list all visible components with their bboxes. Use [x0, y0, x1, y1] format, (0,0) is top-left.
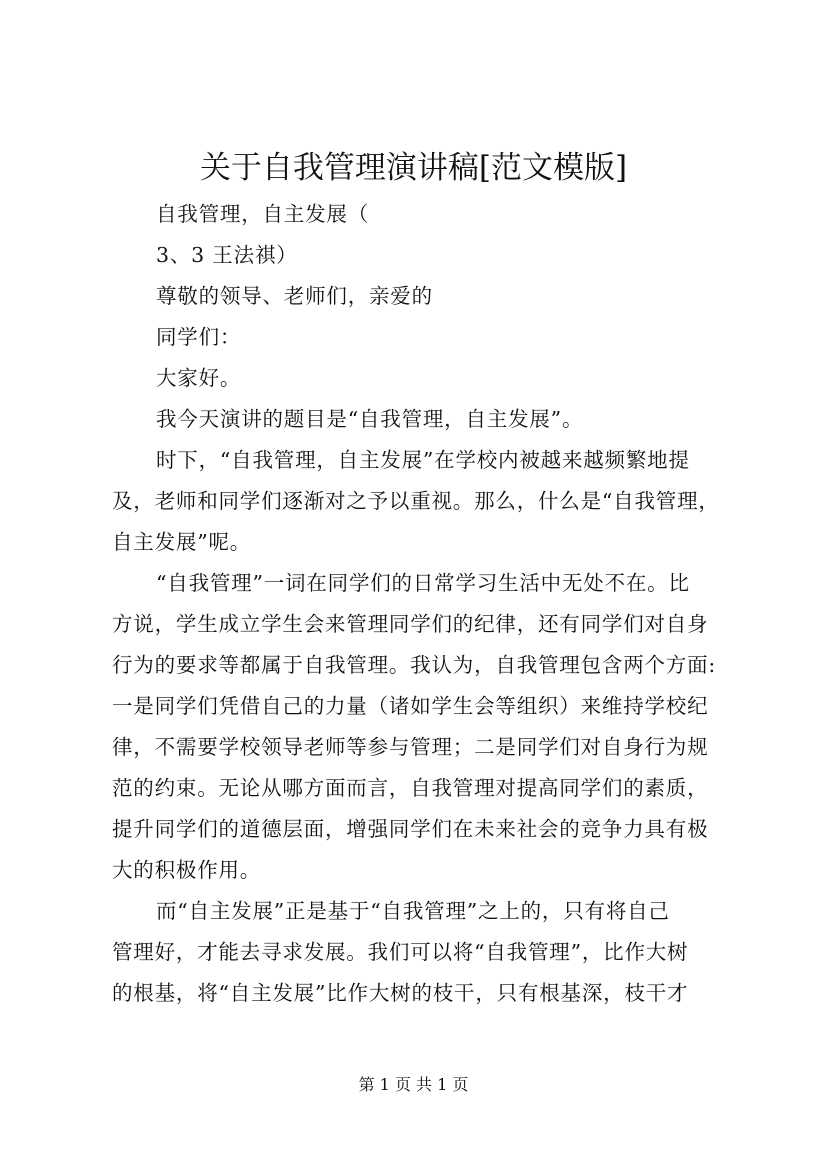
salutation-line: 大家好。 — [156, 366, 242, 390]
salutation-line: 同学们： — [156, 325, 242, 349]
page-footer: 第 1 页 共 1 页 — [358, 1075, 469, 1094]
paragraph-line: 行为的要求等都属于自我管理。我认为，自我管理包含两个方面: — [112, 653, 717, 677]
paragraph-line: 方说，学生成立学生会来管理同学们的纪律，还有同学们对自身 — [112, 612, 709, 636]
paragraph-line: 的根基，将“自主发展”比作大树的枝干，只有根基深，枝干才 — [112, 981, 689, 1005]
paragraph-line: 范的约束。无论从哪方面而言，自我管理对提高同学们的素质， — [112, 776, 709, 800]
paragraph-line: 及，老师和同学们逐渐对之予以重视。那么，什么是“自我管理， — [112, 489, 720, 513]
paragraph-line: 自主发展”呢。 — [112, 530, 252, 554]
paragraph-line: 大的积极作用。 — [112, 858, 262, 882]
paragraph-line: “自我管理”一词在同学们的日常学习生活中无处不在。比 — [156, 571, 690, 595]
paragraph-line: 提升同学们的道德层面，增强同学们在未来社会的竞争力具有极 — [112, 817, 709, 841]
salutation-line: 自我管理，自主发展（ — [156, 202, 369, 226]
document-title: 关于自我管理演讲稿[范文模版] — [199, 150, 628, 186]
paragraph-line: 而“自主发展”正是基于“自我管理”之上的，只有将自己 — [156, 899, 670, 923]
paragraph-line: 时下，“自我管理，自主发展”在学校内被越来越频繁地提 — [156, 448, 690, 472]
salutation-line: 3、3 王法祺） — [156, 243, 298, 267]
paragraph — [112, 563, 722, 891]
paragraph-line: 管理好，才能去寻求发展。我们可以将“自我管理”，比作大树 — [112, 940, 689, 964]
paragraph — [112, 440, 722, 563]
paragraph-line: 一是同学们凭借自己的力量（诸如学生会等组织）来维持学校纪 — [112, 694, 709, 718]
paragraph-line: 律，不需要学校领导老师等参与管理；二是同学们对自身行为规 — [112, 735, 709, 759]
salutation-line: 尊敬的领导、老师们，亲爱的 — [156, 284, 433, 308]
speech-topic-line: 我今天演讲的题目是“自我管理，自主发展”。 — [156, 407, 584, 431]
document-body — [112, 194, 722, 1014]
paragraph — [112, 891, 722, 1014]
